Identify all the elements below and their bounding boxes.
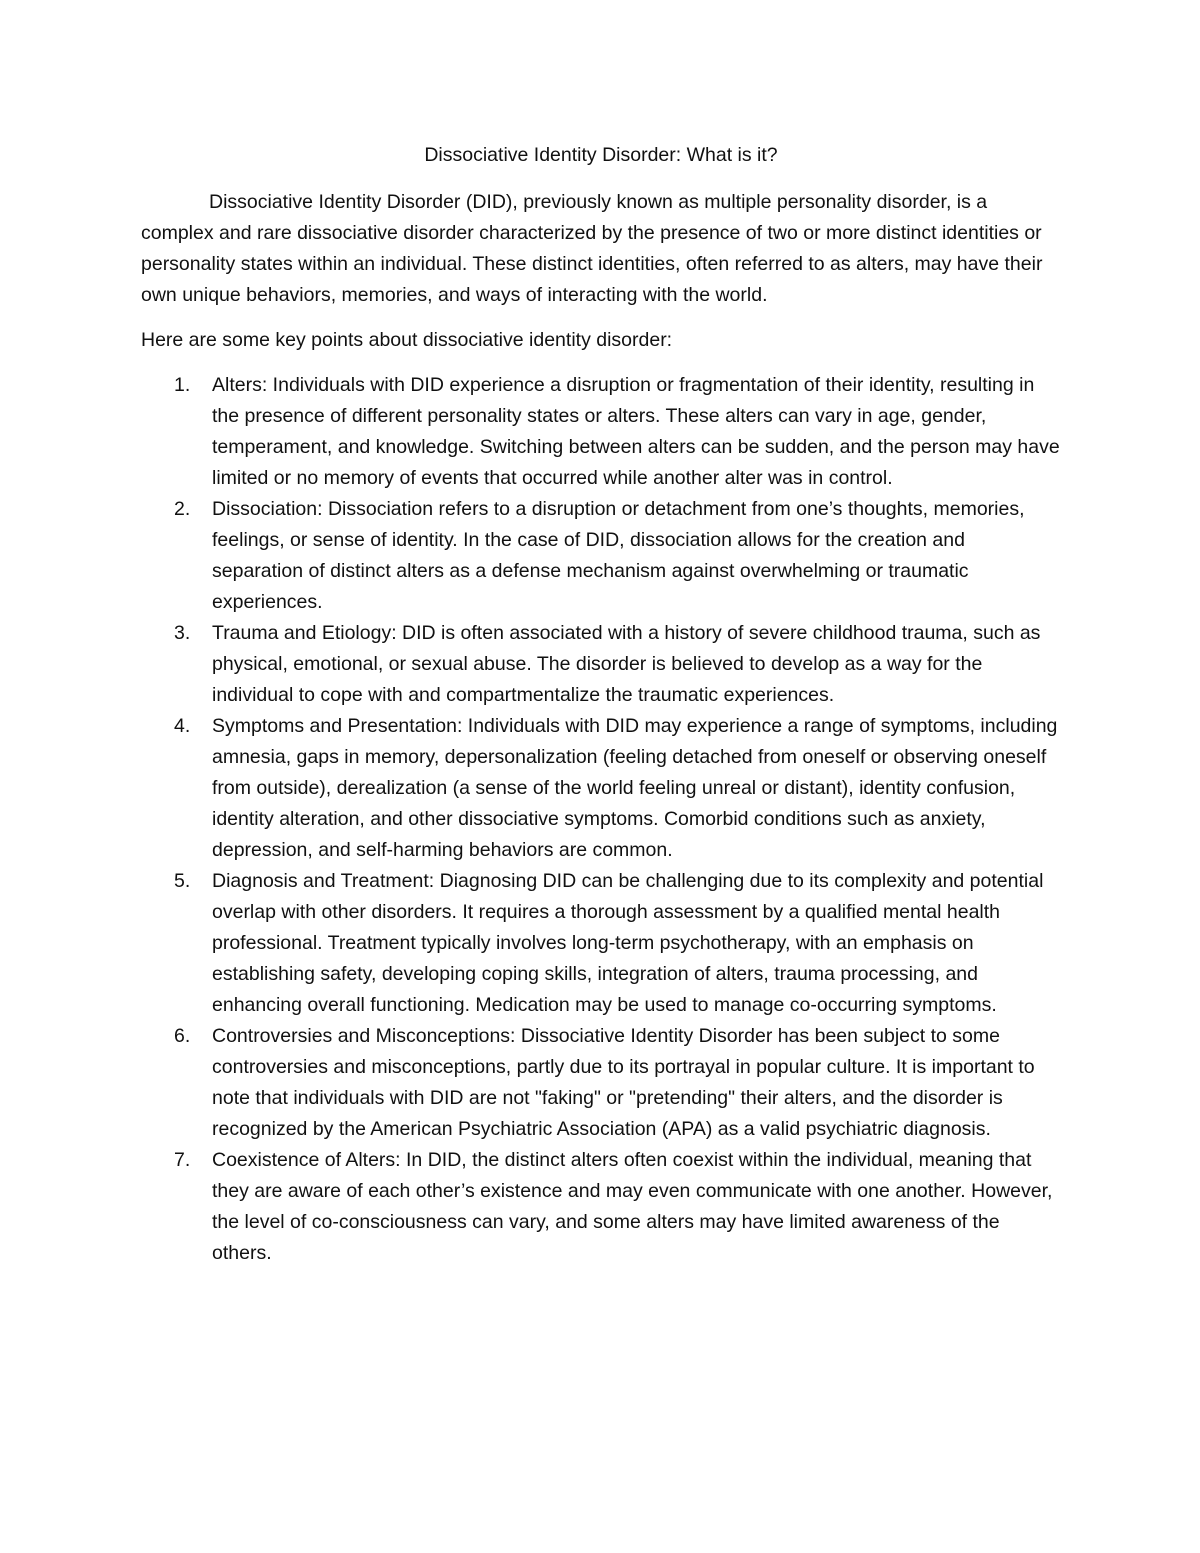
list-item: [141, 494, 1061, 618]
list-item: [141, 618, 1061, 711]
document-page: [141, 140, 1061, 1269]
list-item: [141, 866, 1061, 1021]
list-item-text: Coexistence of Alters: In DID, the distinct alters often coexist within the individual, meaning that they are aware of each other’s existence and may even communicate with one another. However, the level of co-consciousness can vary, and some alters may have limited awareness of the others.: [212, 1149, 1053, 1264]
list-item: [141, 1145, 1061, 1269]
list-item-text: Dissociation: Dissociation refers to a disruption or detachment from one’s thoughts, memories, feelings, or sense of identity. In the case of DID, dissociation allows for the creation and separation of distinct alters as a defense mechanism against overwhelming or traumatic experiences.: [212, 498, 1025, 613]
list-item: [141, 711, 1061, 866]
list-item-text: Diagnosis and Treatment: Diagnosing DID can be challenging due to its complexity and potential overlap with other disorders. It requires a thorough assessment by a qualified mental health professional. Treatment typically involves long-term psychotherapy, with an emphasis on establishing safety, developing coping skills, integration of alters, trauma processing, and enhancing overall functioning. Medication may be used to manage co-occurring symptoms.: [212, 870, 1044, 1016]
list-item-text: Alters: Individuals with DID experience a disruption or fragmentation of their identity, resulting in the presence of different personality states or alters. These alters can vary in age, gender, temperament, and knowledge. Switching between alters can be sudden, and the person may have limited or no memory of events that occurred while another alter was in control.: [212, 374, 1060, 489]
list-item-number: 7.: [174, 1149, 191, 1171]
list-item-number: 4.: [174, 715, 191, 737]
intro-paragraph: Dissociative Identity Disorder (DID), previously known as multiple personality disorder, is a complex and rare dissociative disorder characterized by the presence of two or more distinct identities or personality states within an individual. These distinct identities, often referred to as alters, may have their own unique behaviors, memories, and ways of interacting with the world.: [141, 191, 1043, 306]
list-item-number: 3.: [174, 622, 191, 644]
key-points-list: [141, 370, 1061, 1269]
document-title: Dissociative Identity Disorder: What is it?: [424, 144, 778, 166]
list-item-text: Trauma and Etiology: DID is often associated with a history of severe childhood trauma, such as physical, emotional, or sexual abuse. The disorder is believed to develop as a way for the individual to cope with and compartmentalize the traumatic experiences.: [212, 622, 1041, 706]
list-item: [141, 1021, 1061, 1145]
list-item-number: 5.: [174, 870, 191, 892]
list-item-number: 2.: [174, 498, 191, 520]
list-item-text: Symptoms and Presentation: Individuals with DID may experience a range of symptoms, including amnesia, gaps in memory, depersonalization (feeling detached from oneself or observing oneself from outside), derealization (a sense of the world feeling unreal or distant), identity confusion, identity alteration, and other dissociative symptoms. Comorbid conditions such as anxiety, depression, and self-harming behaviors are common.: [212, 715, 1058, 861]
list-item-number: 1.: [174, 374, 191, 396]
list-item-text: Controversies and Misconceptions: Dissociative Identity Disorder has been subject to some controversies and misconceptions, partly due to its portrayal in popular culture. It is important to note that individuals with DID are not "faking" or "pretending" their alters, and the disorder is recognized by the American Psychiatric Association (APA) as a valid psychiatric diagnosis.: [212, 1025, 1035, 1140]
list-item-number: 6.: [174, 1025, 191, 1047]
list-item: [141, 370, 1061, 494]
key-points-lead: Here are some key points about dissociative identity disorder:: [141, 329, 673, 351]
